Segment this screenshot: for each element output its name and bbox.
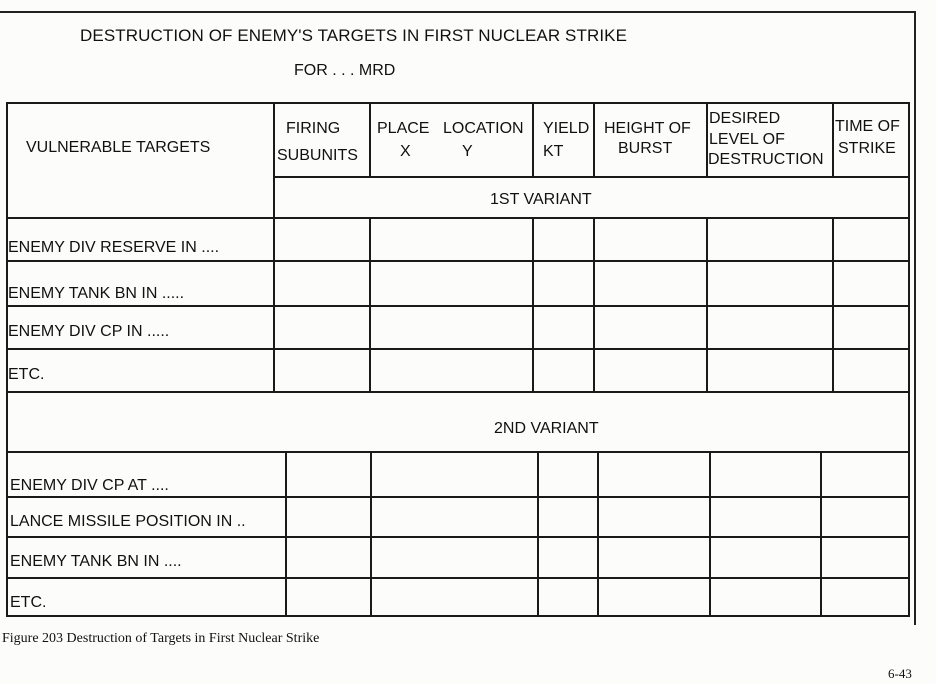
header-place-x: X (400, 143, 411, 160)
document-title: DESTRUCTION OF ENEMY'S TARGETS IN FIRST NUCLEAR STRIKE (80, 26, 628, 45)
header-desired: DESIRED (709, 110, 781, 127)
header-level-of: LEVEL OF (709, 131, 785, 148)
header-yield-kt: KT (543, 143, 564, 160)
header-place: PLACE (377, 120, 430, 137)
header-strike: STRIKE (838, 140, 896, 157)
variant-2-label: 2ND VARIANT (494, 420, 599, 437)
page-number: 6-43 (888, 666, 912, 681)
header-time-of: TIME OF (835, 118, 900, 135)
figure-caption: Figure 203 Destruction of Targets in First Nuclear Strike (2, 631, 320, 646)
table-row-label: ENEMY DIV CP AT .... (10, 477, 169, 494)
variant-1-label: 1ST VARIANT (490, 191, 592, 208)
header-destruction: DESTRUCTION (708, 151, 824, 168)
table-row-label: ENEMY TANK BN IN .... (10, 553, 182, 570)
header-height-of: HEIGHT OF (604, 120, 691, 137)
table-row-label: ENEMY DIV CP IN ..... (8, 323, 170, 340)
document-subtitle: FOR . . . MRD (294, 62, 396, 79)
header-yield: YIELD (543, 120, 590, 137)
table-row-label: ETC. (10, 594, 47, 611)
header-subunits: SUBUNITS (277, 147, 358, 164)
header-burst: BURST (618, 140, 673, 157)
header-vulnerable-targets: VULNERABLE TARGETS (26, 139, 211, 156)
table-row-label: ENEMY TANK BN IN ..... (8, 285, 185, 302)
header-firing: FIRING (286, 120, 341, 137)
header-location: LOCATION (443, 120, 524, 137)
header-location-y: Y (462, 143, 473, 160)
table-row-label: LANCE MISSILE POSITION IN .. (10, 513, 246, 530)
table-row-label: ENEMY DIV RESERVE IN .... (8, 239, 220, 256)
table-row-label: ETC. (8, 366, 45, 383)
